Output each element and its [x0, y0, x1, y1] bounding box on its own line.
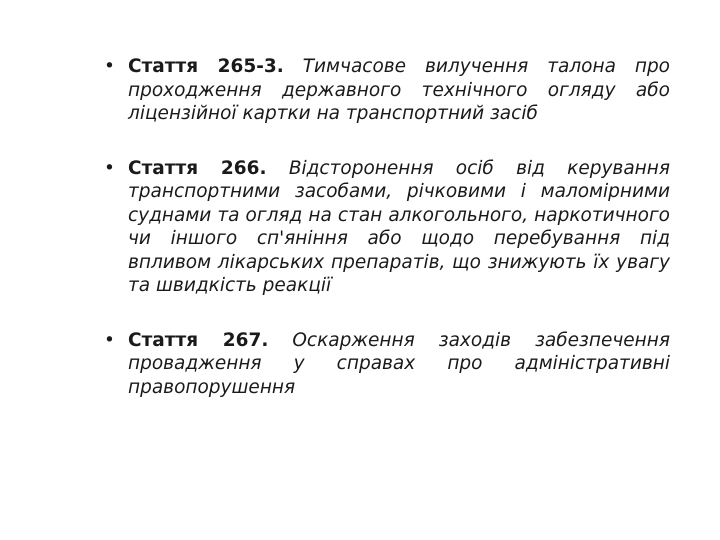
bullet-icon: •: [104, 329, 115, 351]
list-item: [104, 157, 670, 298]
article-text: Тимчасове вилучення талона про проходження державного технічного огляду або ліцензійної картки на транспортний засіб: [128, 56, 671, 124]
article-label: Стаття 266.: [128, 157, 267, 179]
bullet-icon: •: [104, 157, 115, 179]
article-list: [104, 55, 670, 399]
article-text: Оскарження заходів забезпечення провадження у справах про адміністративні правопорушення: [128, 329, 670, 398]
list-item: [104, 329, 670, 400]
list-item: [104, 55, 670, 126]
article-text: Відсторонення осіб від керування транспортними засобами, річковими і маломірними суднами та огляд на стан алкогольного, наркотичного чи іншого сп'яніння або щодо перебування під впливом лікарських препаратів, що знижують їх увагу та швидкість реакції: [128, 157, 670, 296]
article-label: Стаття 267.: [128, 329, 269, 351]
article-label: Стаття 265-3.: [128, 56, 284, 77]
bullet-icon: •: [104, 56, 115, 77]
